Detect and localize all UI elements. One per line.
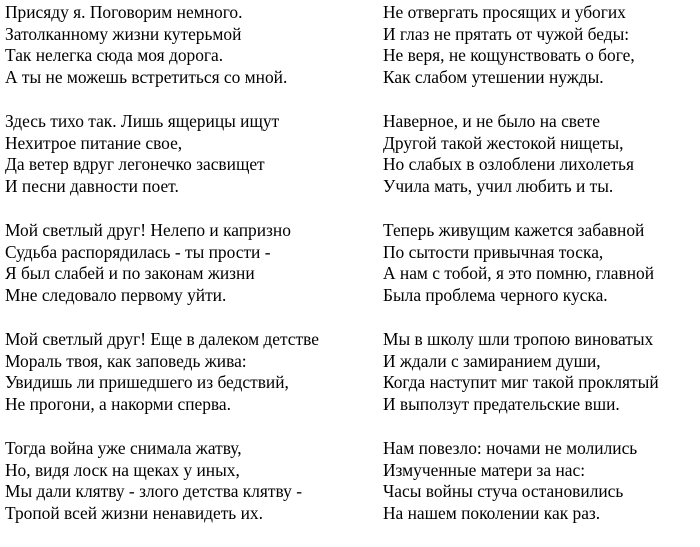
poem-line: Мне следовало первому уйти.	[5, 284, 227, 305]
stanza	[383, 438, 698, 524]
poem-line: Часы войны стуча остановились	[383, 481, 624, 501]
poem-line: Так нелегка сюда моя дорога.	[5, 45, 224, 65]
stanza	[5, 438, 365, 524]
poem-line: Но слабых в озлоблени лихолетья	[383, 154, 634, 174]
stanza	[383, 329, 698, 415]
stanza	[5, 2, 365, 88]
poem-line: Здесь тихо так. Лишь ящерицы ищут	[5, 111, 280, 131]
poem-line: Не отвергать просящих и убогих	[383, 2, 626, 22]
poem-line: Но, видя лоск на щеках у иных,	[5, 459, 240, 480]
poem-line: Другой такой жестокой нищеты,	[383, 132, 624, 153]
poem-line: Я был слабей и по законам жизни	[5, 263, 255, 283]
poem-line: И песни давности поет.	[5, 175, 179, 196]
poem-line: Мы в школу шли тропою виноватых	[383, 329, 654, 349]
poem-line: Мы дали клятву - злого детства клятву -	[5, 481, 302, 501]
poem-line: Наверное, и не было на свете	[383, 111, 600, 131]
poem-line: По сытости привычная тоска,	[383, 241, 604, 262]
poem-line: Мораль твоя, как заповедь жива:	[5, 350, 247, 371]
stanza	[5, 220, 365, 306]
poem-line: Измученные матери за нас:	[383, 459, 586, 480]
poem-left-column	[5, 2, 365, 547]
poem-line: Судьба распорядилась - ты прости -	[5, 241, 271, 262]
poem-line: Да ветер вдруг легонечко засвищет	[5, 154, 265, 174]
stanza	[383, 111, 698, 197]
poem-line: И выползут предательские вши.	[383, 393, 620, 414]
poem-line: А нам с тобой, я это помню, главной	[383, 263, 655, 283]
poem-line: Тропой всей жизни ненавидеть их.	[5, 502, 263, 523]
poem-line: Не веря, не кощунствовать о боге,	[383, 45, 635, 65]
poem-line: Как слабом утешении нужды.	[383, 66, 604, 87]
poem-line: Теперь живущим кажется забавной	[383, 220, 645, 240]
poem-line: Мой светлый друг! Нелепо и капризно	[5, 220, 291, 240]
poem-line: Учила мать, учил любить и ты.	[383, 175, 614, 196]
poem-line: Тогда война уже снимала жатву,	[5, 438, 242, 458]
poem-line: Нам повезло: ночами не молились	[383, 438, 638, 458]
stanza	[5, 111, 365, 197]
poem-line: Когда наступит миг такой проклятый	[383, 372, 659, 392]
poem-line: И ждали с замиранием души,	[383, 350, 601, 371]
poem-line: Увидишь ли пришедшего из бедствий,	[5, 372, 289, 392]
poem-line: Присяду я. Поговорим немного.	[5, 2, 243, 22]
poem-right-column	[383, 2, 698, 547]
poem-line: Не прогони, а накорми сперва.	[5, 393, 231, 414]
poem-line: И глаз не прятать от чужой беды:	[383, 23, 630, 44]
poem-line: На нашем поколении как раз.	[383, 502, 601, 523]
poem-line: Была проблема черного куска.	[383, 284, 608, 305]
poem-line: Нехитрое питание свое,	[5, 132, 183, 153]
stanza	[5, 329, 365, 415]
stanza	[383, 220, 698, 306]
stanza	[383, 2, 698, 88]
poem-line: Мой светлый друг! Еще в далеком детстве	[5, 329, 319, 349]
poem-line: Затолканному жизни кутерьмой	[5, 23, 242, 44]
poem-line: А ты не можешь встретиться со мной.	[5, 66, 288, 87]
